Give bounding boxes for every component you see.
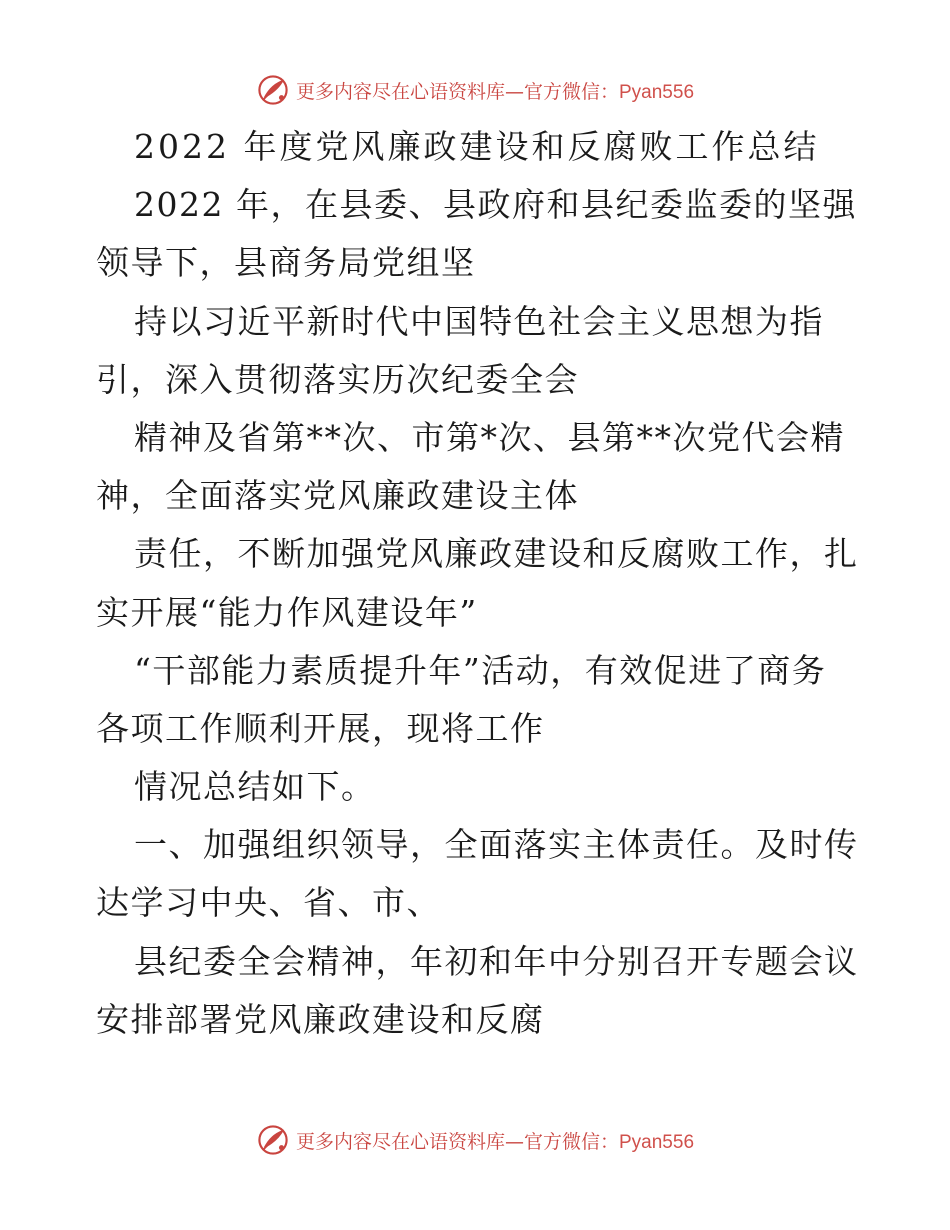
quill-logo-icon [256, 1123, 290, 1157]
text-line: 县纪委全会精神，年初和年中分别召开专题会议 [134, 941, 859, 981]
text-line: 2022 年，在县委、县政府和县纪委监委的坚强 [134, 185, 857, 225]
text-line: 精神及省第**次、市第*次、县第**次党代会精 [134, 417, 845, 457]
document-title: 2022 年度党风廉政建设和反腐败工作总结 [134, 127, 820, 166]
text-line: 持以习近平新时代中国特色社会主义思想为指 [134, 301, 824, 341]
text-line: 情况总结如下。 [134, 767, 376, 807]
watermark-text: 更多内容尽在心语资料库—官方微信：Pyan556 [295, 80, 695, 103]
text-line: 一、加强组织领导，全面落实主体责任。及时传 [134, 825, 859, 865]
text-line: 神，全面落实党风廉政建设主体 [96, 476, 579, 516]
text-line: 领导下，县商务局党组坚 [96, 243, 476, 283]
text-line: 引，深入贯彻落实历次纪委全会 [96, 359, 579, 399]
text-line: 达学习中央、省、市、 [96, 883, 441, 923]
text-line: 安排部署党风廉政建设和反腐 [96, 999, 545, 1039]
watermark-text: 更多内容尽在心语资料库—官方微信：Pyan556 [295, 1130, 695, 1153]
quill-logo-icon [256, 73, 290, 107]
header-watermark [0, 70, 950, 110]
text-line: “干部能力素质提升年”活动，有效促进了商务 [134, 650, 827, 690]
footer-watermark [0, 1120, 950, 1160]
text-line: 实开展“能力作风建设年” [96, 592, 478, 632]
text-line: 责任，不断加强党风廉政建设和反腐败工作，扎 [134, 534, 859, 574]
document-body [96, 118, 859, 1049]
text-line: 各项工作顺利开展，现将工作 [96, 708, 545, 748]
